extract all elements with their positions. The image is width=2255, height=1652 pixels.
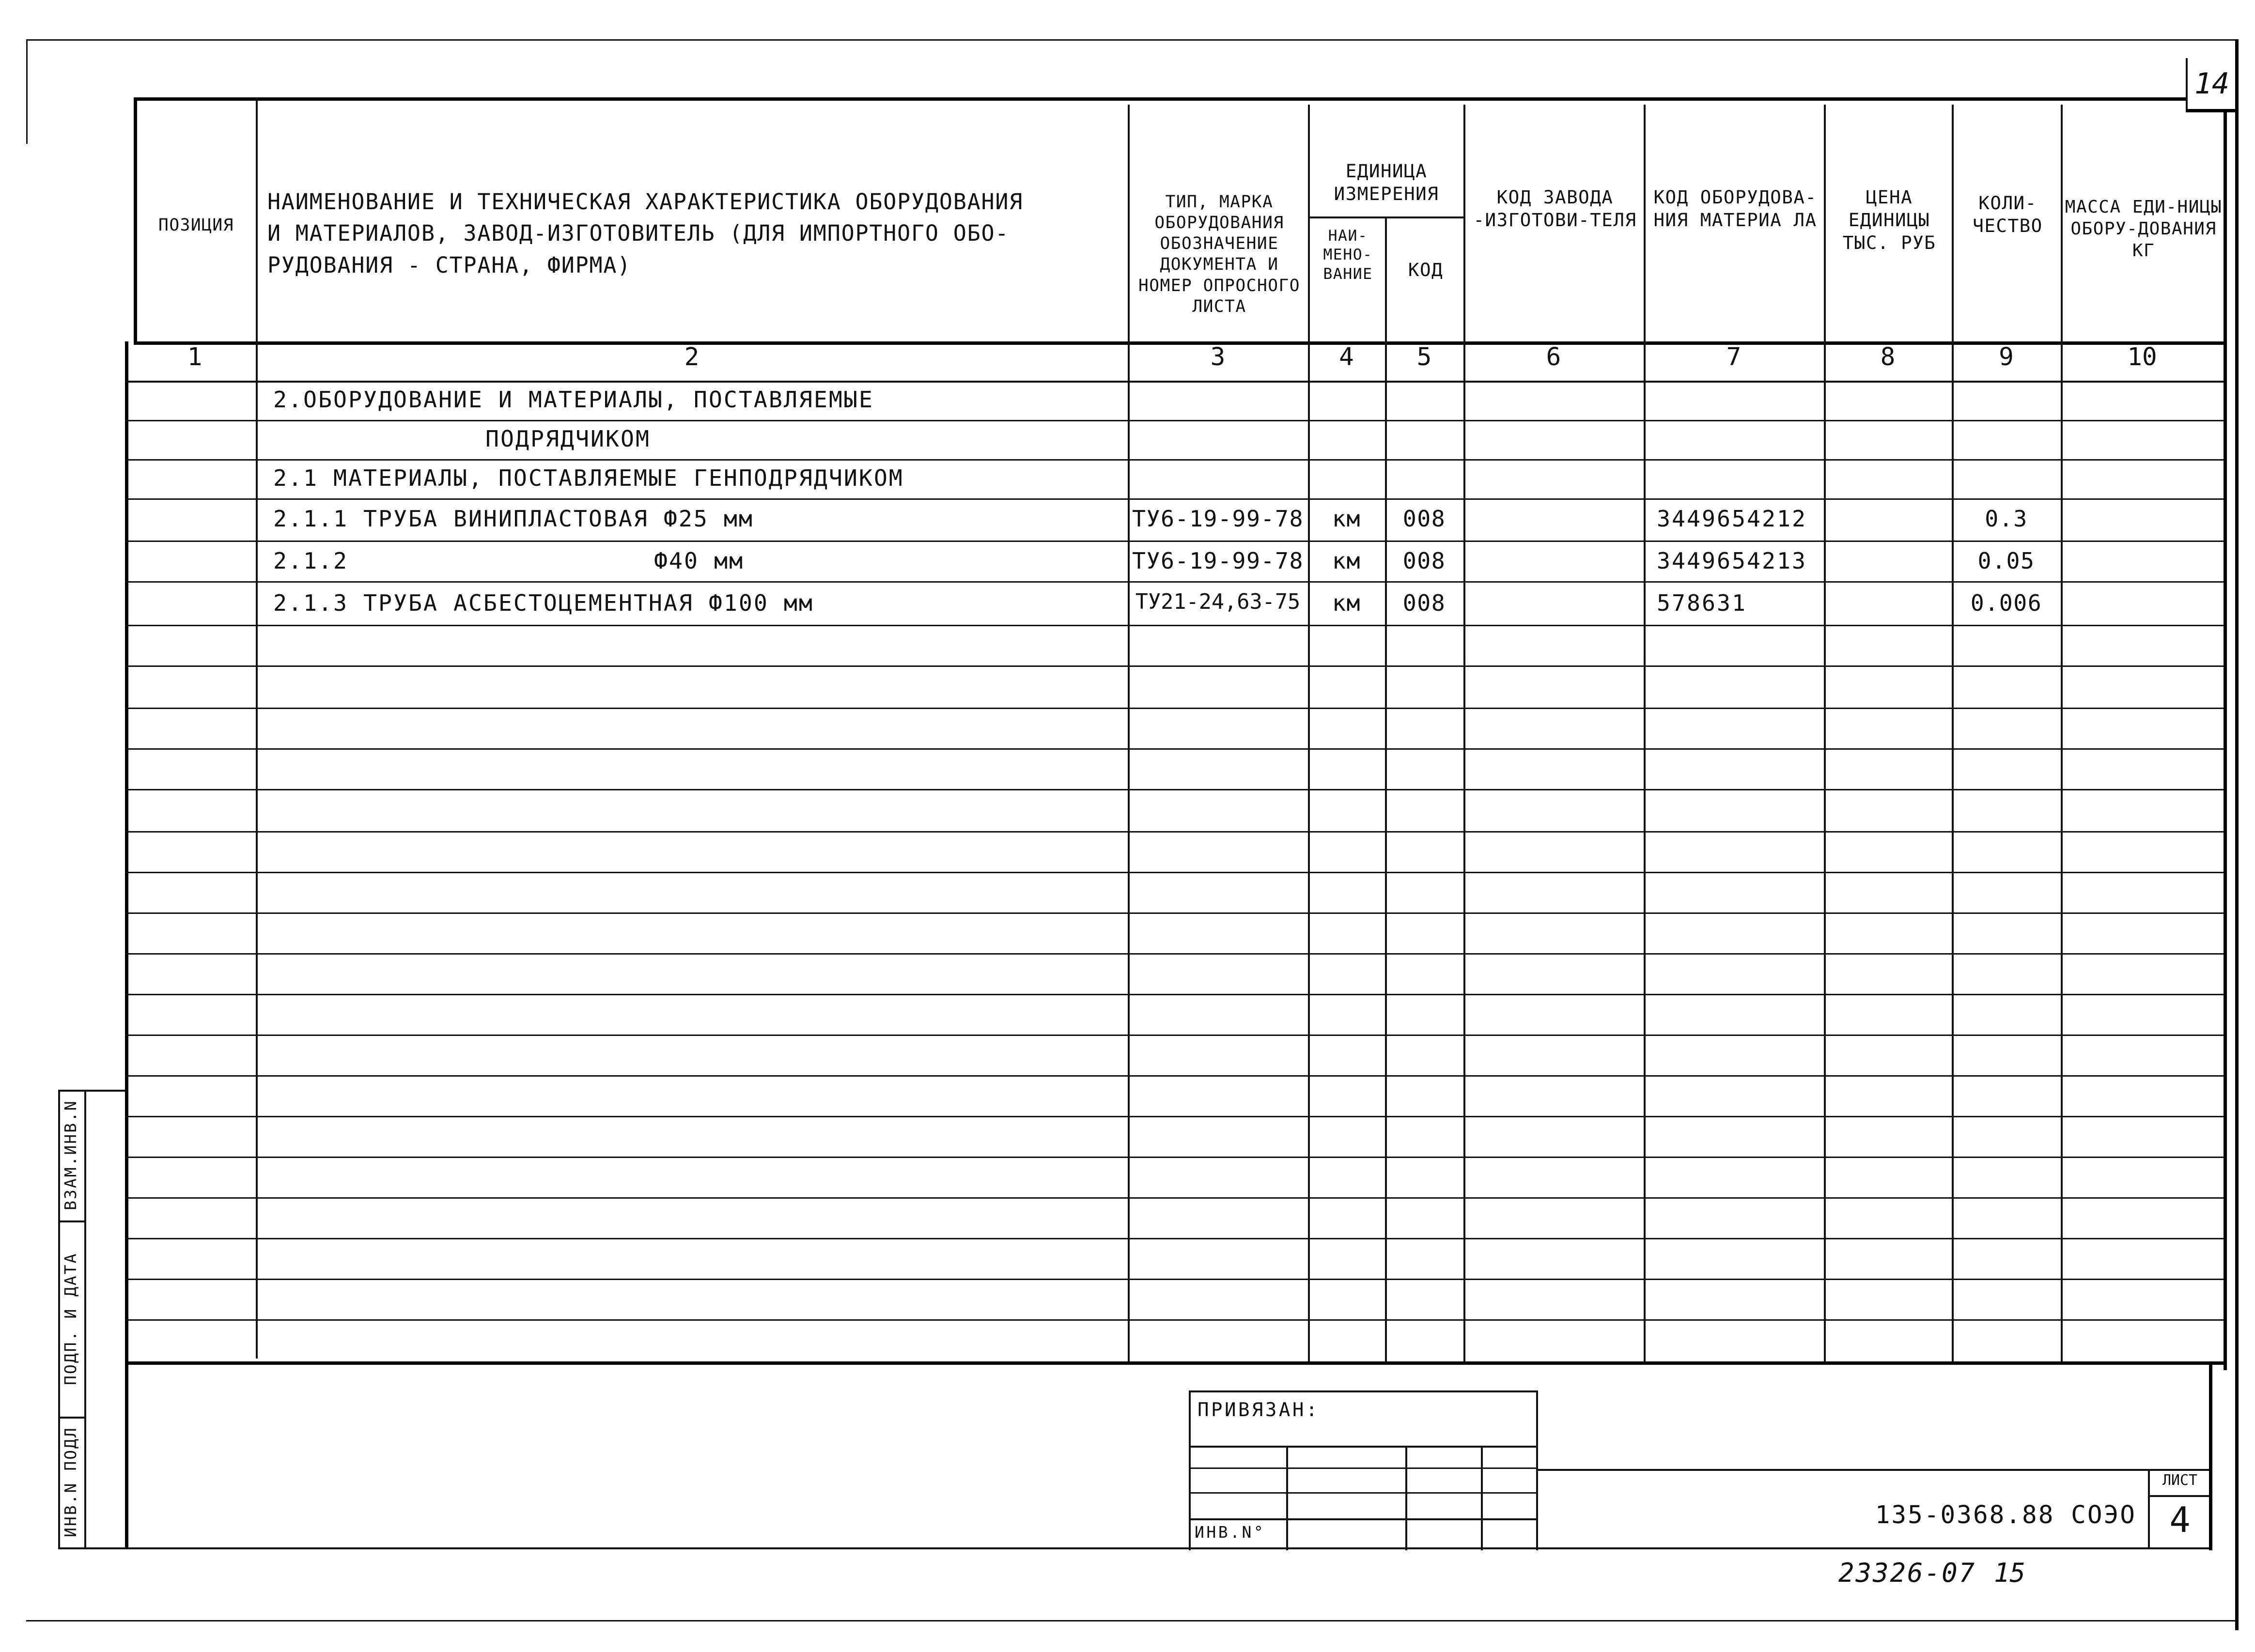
row-text: ПОДРЯДЧИКОМ <box>485 426 651 452</box>
privyazan-left <box>1189 1390 1191 1550</box>
row-unit-code: 008 <box>1402 506 1446 532</box>
row-rule <box>125 912 2224 914</box>
sheet-bottom-edge <box>26 1620 2235 1621</box>
header-position: ПОЗИЦИЯ <box>158 216 234 235</box>
header-name-line-3: РУДОВАНИЯ - СТРАНА, ФИРМА) <box>267 252 632 278</box>
list-number: 4 <box>2169 1499 2191 1540</box>
col-sep-3 <box>1308 105 1310 1361</box>
column-number: 3 <box>1210 343 1226 371</box>
header-quantity: КОЛИ-ЧЕСТВО <box>1973 192 2043 236</box>
header-name-line-2: И МАТЕРИАЛОВ, ЗАВОД-ИЗГОТОВИТЕЛЬ (ДЛЯ ИМПОРТНОГО ОБО- <box>267 220 1010 247</box>
row-rule <box>125 1319 2224 1321</box>
row-rule <box>125 789 2224 790</box>
side-strip-outer <box>58 1090 60 1547</box>
row-rule <box>125 831 2224 833</box>
row-text: 2.1 МАТЕРИАЛЫ, ПОСТАВЛЯЕМЫЕ ГЕНПОДРЯДЧИКОМ <box>273 465 904 491</box>
unit-group-rule <box>1308 216 1463 218</box>
header-unit-code: КОД <box>1408 259 1444 280</box>
row-name: 2.1.2 <box>273 548 348 574</box>
header-plant-code: КОД ЗАВОДА -ИЗГОТОВИ-ТЕЛЯ <box>1473 186 1637 231</box>
side-strip-rule <box>58 1220 84 1222</box>
row-rule <box>125 953 2224 955</box>
inv-no-label: ИНВ.N° <box>1195 1523 1266 1542</box>
privyazan-top <box>1189 1390 1536 1392</box>
row-quantity: 0.05 <box>1977 548 2035 574</box>
column-number: 2 <box>684 343 700 371</box>
sheet-right-edge <box>2235 39 2239 1630</box>
col-sep-6 <box>1644 105 1646 1361</box>
row-material-code: 3449654212 <box>1657 506 1807 532</box>
side-label-inv-podl: ИНВ.N ПОДЛ <box>61 1426 80 1538</box>
col-sep-5 <box>1463 105 1465 1361</box>
column-number: 4 <box>1339 343 1354 371</box>
sheet-bottom-rule <box>58 1547 2209 1549</box>
title-block-top <box>1536 1469 2209 1471</box>
privyazan-rule <box>1189 1518 1536 1520</box>
row-text: 2.ОБОРУДОВАНИЕ И МАТЕРИАЛЫ, ПОСТАВЛЯЕМЫЕ <box>273 386 874 413</box>
footer-code: 23326-07 <box>1838 1558 1976 1588</box>
privyazan-col <box>1405 1446 1407 1550</box>
column-number: 10 <box>2127 343 2157 371</box>
row-rule <box>125 540 2224 542</box>
row-rule <box>125 459 2224 461</box>
column-number: 7 <box>1726 343 1742 371</box>
row-rule <box>125 581 2224 583</box>
header-name <box>267 186 1125 281</box>
table-top-border-right <box>2186 109 2235 112</box>
row-material-code: 3449654213 <box>1657 548 1807 574</box>
row-rule <box>125 1116 2224 1117</box>
sheet-corner-number: 14 <box>2194 67 2230 101</box>
column-numbers-rule <box>125 381 2224 383</box>
privyazan-label: ПРИВЯЗАН: <box>1197 1399 1320 1421</box>
row-rule <box>125 1238 2224 1239</box>
row-rule <box>125 708 2224 709</box>
side-label-vzam-inv: ВЗАМ.ИНВ.N <box>61 1099 80 1211</box>
row-unit-code: 008 <box>1402 590 1446 616</box>
sheet-top-edge <box>26 39 2235 41</box>
header-unit-price: ЦЕНА ЕДИНИЦЫ ТЫС. РУБ <box>1842 186 1936 253</box>
footer-page: 15 <box>1994 1558 2026 1588</box>
header-unit-mass: МАССА ЕДИ-НИЦЫ ОБОРУ-ДОВАНИЯ КГ <box>2065 197 2223 261</box>
col-sep-9 <box>2061 105 2063 1361</box>
col-sep-7 <box>1824 105 1826 1361</box>
column-number: 5 <box>1416 343 1432 371</box>
row-name: 2.1.3 ТРУБА АСБЕСТОЦЕМЕНТНАЯ Ф100 мм <box>273 590 814 616</box>
table-bottom-border <box>125 1361 2224 1365</box>
row-rule <box>125 994 2224 995</box>
privyazan-rule <box>1189 1446 1536 1448</box>
side-strip-rule <box>58 1417 84 1419</box>
side-strip-inner <box>84 1090 86 1547</box>
privyazan-right <box>1536 1390 1538 1550</box>
list-label: ЛИСТ <box>2162 1472 2198 1489</box>
row-rule <box>125 1075 2224 1077</box>
list-box-left <box>2148 1469 2150 1547</box>
row-rule <box>125 748 2224 750</box>
privyazan-col <box>1286 1446 1288 1550</box>
header-name-line-1: НАИМЕНОВАНИЕ И ТЕХНИЧЕСКАЯ ХАРАКТЕРИСТИКА ОБОРУДОВАНИЯ <box>267 189 1024 215</box>
row-material-code: 578631 <box>1657 590 1747 616</box>
row-rule <box>125 1197 2224 1199</box>
column-number: 1 <box>187 343 202 371</box>
title-block-right <box>2209 1361 2212 1550</box>
row-type: ТУ6-19-99-78 <box>1132 548 1304 574</box>
header-material-code: КОД ОБОРУДОВА-НИЯ МАТЕРИА ЛА <box>1653 186 1817 231</box>
column-number: 8 <box>1880 343 1896 371</box>
row-unit: км <box>1332 590 1361 616</box>
row-quantity: 0.006 <box>1970 590 2042 616</box>
row-type: ТУ6-19-99-78 <box>1132 506 1304 532</box>
corner-box-left <box>2186 58 2188 110</box>
col-sep-1 <box>256 97 258 1359</box>
row-unit-code: 008 <box>1402 548 1446 574</box>
row-rule <box>125 1279 2224 1280</box>
row-rule <box>125 498 2224 500</box>
row-rule <box>125 625 2224 626</box>
row-unit: км <box>1332 548 1361 574</box>
privyazan-rule <box>1189 1492 1536 1494</box>
table-top-border <box>134 97 2186 101</box>
table-right-border <box>2224 109 2227 1370</box>
side-strip-top <box>58 1090 125 1092</box>
table-left-border-lower <box>125 341 128 1547</box>
row-rule <box>125 420 2224 421</box>
sheet-left-edge <box>26 39 28 144</box>
header-unit-group: ЕДИНИЦА ИЗМЕРЕНИЯ <box>1334 160 1439 204</box>
row-rule <box>125 1157 2224 1158</box>
row-rule <box>125 665 2224 667</box>
col-sep-2 <box>1128 105 1130 1361</box>
header-type: ТИП, МАРКА ОБОРУДОВАНИЯ ОБОЗНАЧЕНИЕ ДОКУМЕНТА И НОМЕР ОПРОСНОГО ЛИСТА <box>1138 192 1301 316</box>
row-rule <box>125 872 2224 873</box>
row-unit: км <box>1332 506 1361 532</box>
column-number: 6 <box>1546 343 1561 371</box>
side-label-podp-data: ПОДП. И ДАТА <box>61 1252 80 1385</box>
document-code: 135-0368.88 СОЭО <box>1875 1501 2136 1529</box>
row-rule <box>125 1034 2224 1036</box>
row-type: ТУ21-24,63-75 <box>1135 590 1301 614</box>
list-box-rule <box>2148 1495 2209 1497</box>
column-number: 9 <box>1999 343 2014 371</box>
row-name-diameter: Ф40 мм <box>654 548 744 574</box>
privyazan-rule <box>1189 1467 1536 1469</box>
row-name: 2.1.1 ТРУБА ВИНИПЛАСТОВАЯ Ф25 мм <box>273 506 754 532</box>
header-unit-name: НАИ-МЕНО-ВАНИЕ <box>1323 227 1373 283</box>
col-sep-8 <box>1952 105 1954 1361</box>
row-quantity: 0.3 <box>1985 506 2028 532</box>
privyazan-col <box>1481 1446 1483 1550</box>
